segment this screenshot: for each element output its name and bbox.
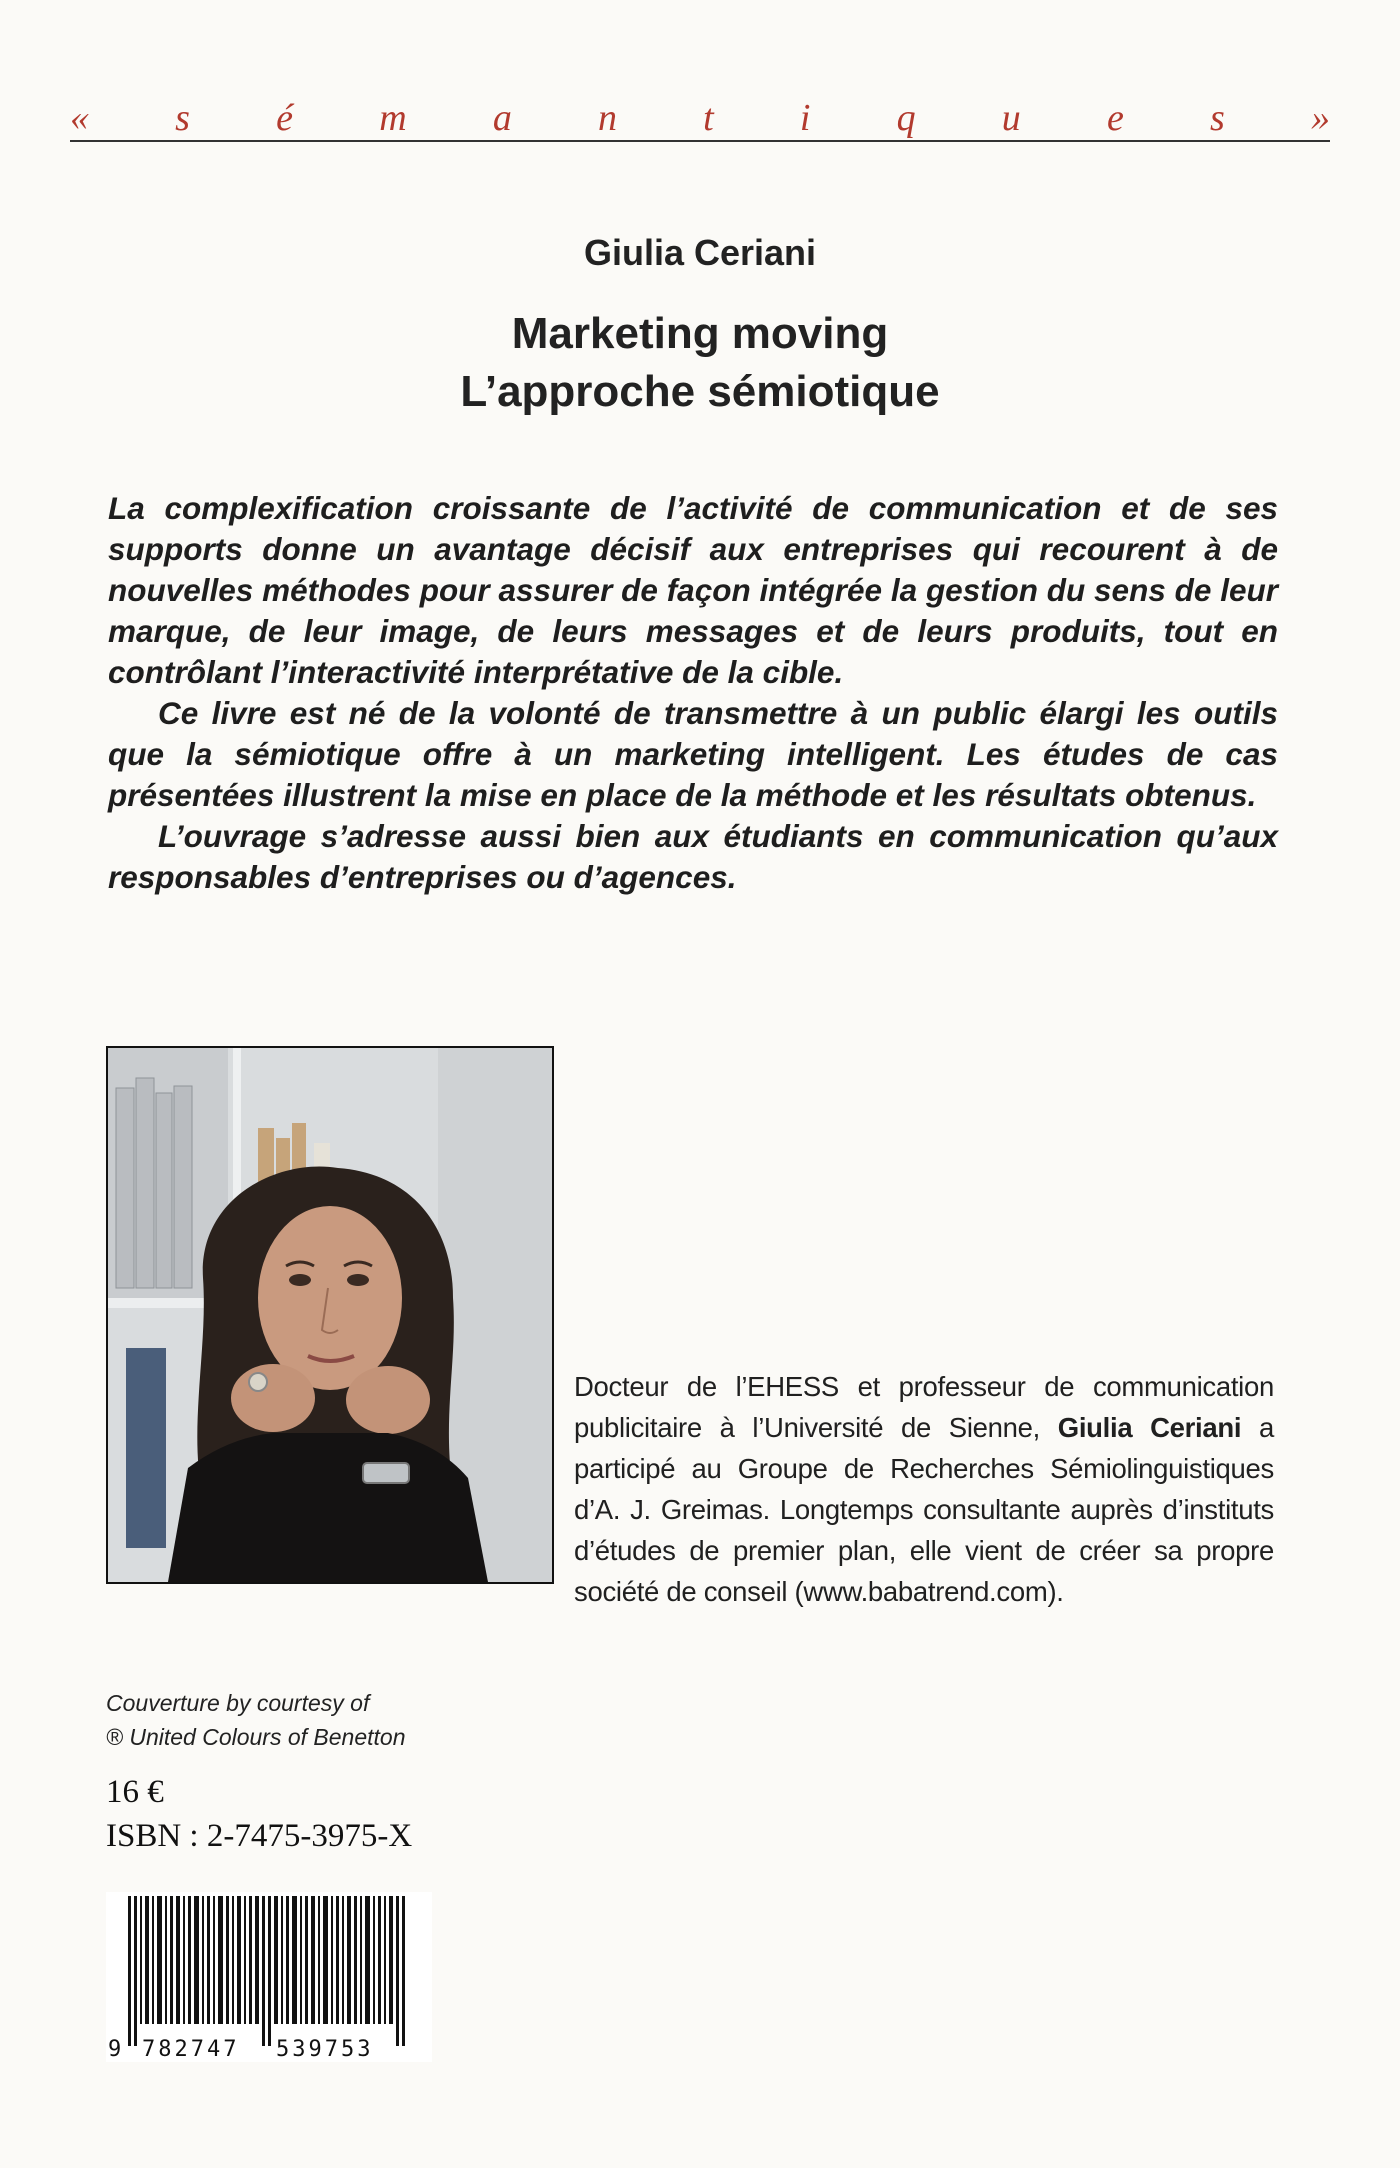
series-letter: m (379, 97, 407, 139)
title-line-2: L’approche sémiotique (460, 367, 940, 416)
series-letter: s (1210, 97, 1225, 139)
series-letter: é (276, 97, 294, 139)
book-title (0, 305, 1400, 421)
header-rule (70, 140, 1330, 142)
title-line-1: Marketing moving (511, 309, 889, 358)
bio-text-end: a participé au Groupe de Recherches Sémiolinguistiques d’A. J. Greimas. Longtemps consultante auprès d’instituts d’études de premier plan, elle vient de créer sa propre société de conseil (www.babatrend.com). (574, 1412, 1274, 1607)
isbn: ISBN : 2-7475-3975-X (106, 1818, 413, 1854)
series-letter: n (597, 97, 617, 139)
price: 16 € (106, 1774, 164, 1810)
series-letter: s (175, 97, 190, 139)
series-letter: i (799, 97, 811, 139)
author-bio (574, 1366, 1274, 1612)
series-close-quote: » (1310, 97, 1330, 139)
author-photo (106, 1046, 554, 1584)
series-name (70, 88, 1330, 148)
bio-text-start: Docteur de l’EHESS et professeur de communication publicitaire à l’Université de Sienne, (574, 1371, 1274, 1443)
price-block (106, 1770, 412, 1858)
cover-credit (106, 1686, 406, 1754)
credit-line-2: ® United Colours of Benetton (106, 1724, 406, 1750)
series-letter: u (1001, 97, 1021, 139)
series-letter: e (1106, 97, 1124, 139)
blurb (108, 488, 1278, 898)
blurb-paragraph-3: L’ouvrage s’adresse aussi bien aux étudiants en communication qu’aux responsables d’entreprises ou d’agences. (108, 818, 1278, 895)
blurb-paragraph-2: Ce livre est né de la volonté de transmettre à un public élargi les outils que la sémiotique offre à un marketing intelligent. Les études de cas présentées illustrent la mise en place de la méthode et les résultats obtenus. (108, 695, 1278, 813)
series-letter: a (492, 97, 512, 139)
barcode (106, 1892, 432, 2062)
barcode-digits-right: 539753 (276, 2037, 374, 2062)
barcode-digits-left: 782747 (142, 2037, 240, 2062)
barcode-first-digit: 9 (108, 2037, 122, 2062)
series-letter: q (896, 97, 916, 139)
credit-line-1: Couverture by courtesy of (106, 1690, 370, 1716)
blurb-paragraph-1: La complexification croissante de l’activité de communication et de ses supports donne un avantage décisif aux entreprises qui recourent à de nouvelles méthodes pour assurer de façon intégrée la gestion du sens de leur marque, de leur image, de leurs messages et de leurs produits, tout en contrôlant l’interactivité interprétative de la cible. (108, 490, 1278, 690)
author-name: Giulia Ceriani (583, 232, 817, 273)
bio-author-name: Giulia Ceriani (1057, 1412, 1242, 1443)
series-letter: t (703, 97, 714, 139)
series-open-quote: « (70, 97, 89, 139)
